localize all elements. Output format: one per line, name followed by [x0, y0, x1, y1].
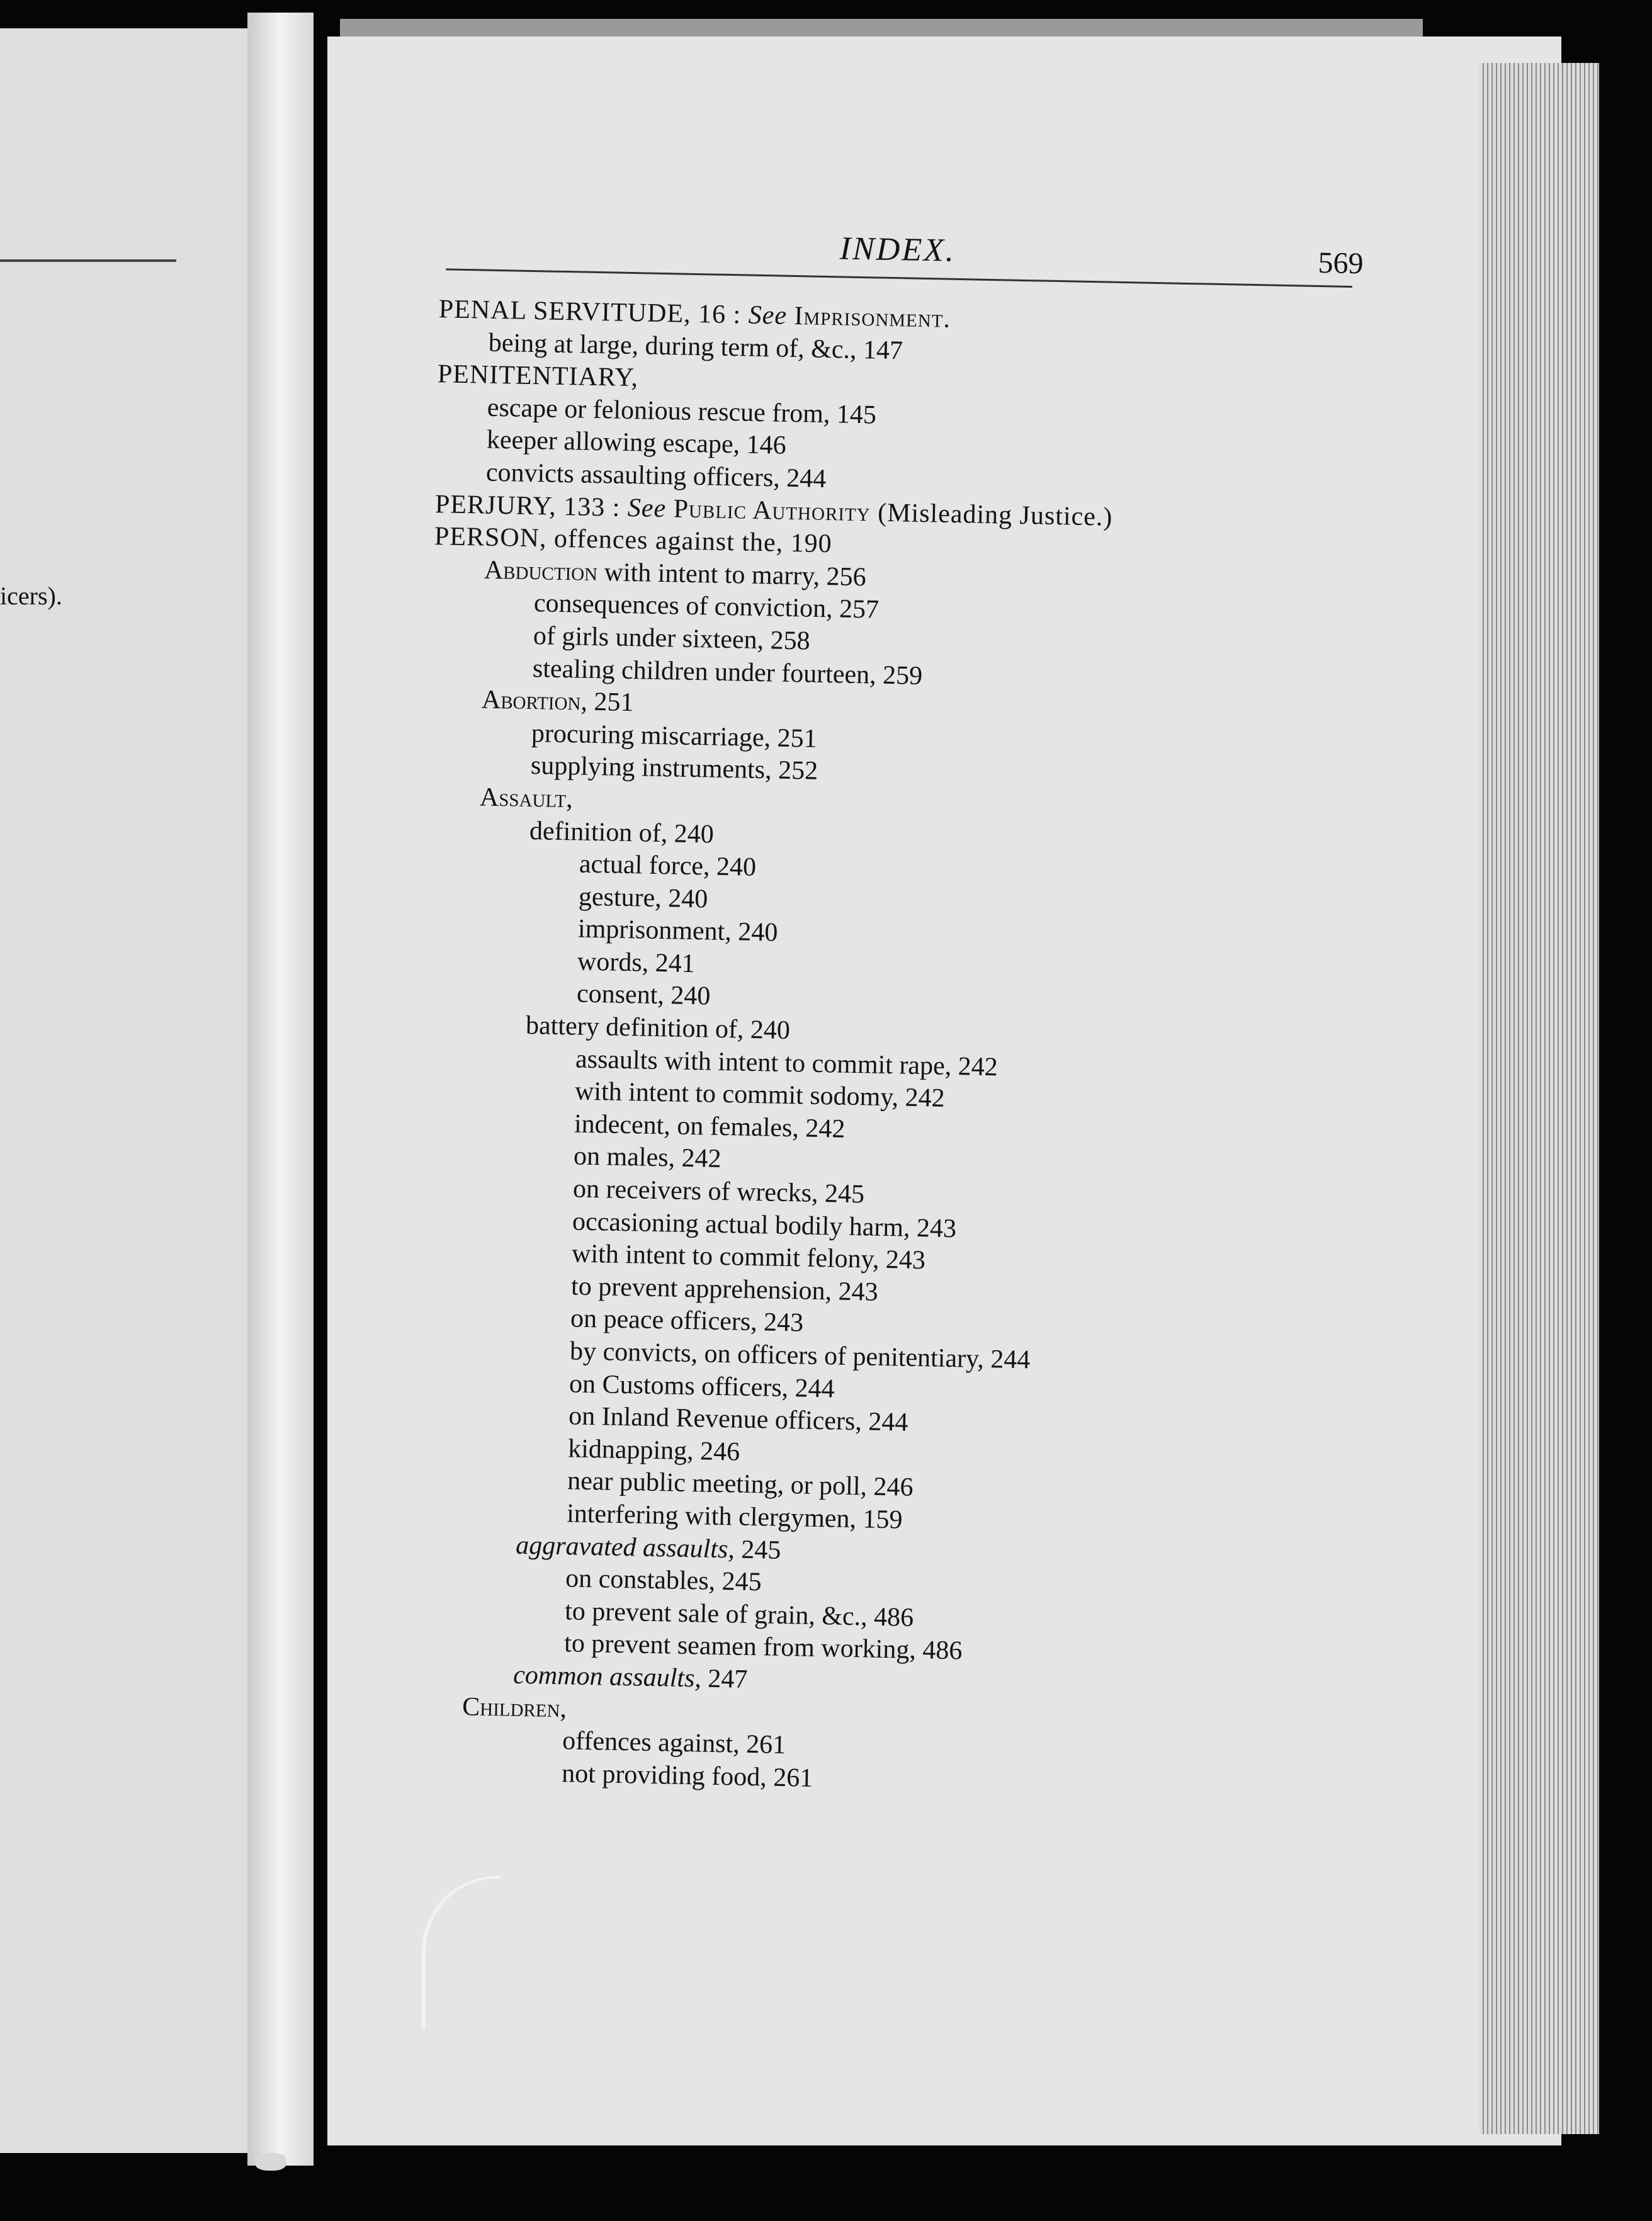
index-entry-text: convicts assaulting officers, 244	[485, 458, 827, 494]
index-entry-text: on peace officers, 243	[570, 1304, 804, 1338]
index-entry-text: by convicts, on officers of penitentiary, 244	[569, 1337, 1031, 1375]
index-page-body	[368, 208, 1473, 2054]
index-entry-text: gesture, 240	[578, 882, 708, 914]
scan-speck	[255, 2153, 286, 2171]
index-entry-text: with intent to marry, 256	[597, 557, 867, 592]
index-entry-text: words, 241	[577, 947, 696, 978]
index-entry-text: 251	[587, 687, 634, 718]
page-fore-edge	[1479, 63, 1599, 2134]
index-entry-text: offences against, 261	[562, 1726, 786, 1760]
index-entry-text: with intent to commit felony, 243	[571, 1239, 926, 1275]
index-entry-text: interfering with clergymen, 159	[566, 1499, 903, 1535]
index-entry-text: common assaults,	[512, 1660, 702, 1693]
left-page-edge	[247, 13, 314, 2166]
index-entries	[410, 293, 1459, 1807]
index-entry-text: near public meeting, or poll, 246	[567, 1466, 914, 1503]
index-entry-text: to prevent apprehension, 243	[570, 1272, 879, 1307]
index-entry-text: not providing food, 261	[561, 1759, 813, 1793]
index-entry-text: imprisonment, 240	[577, 914, 778, 947]
index-entry-text: PENITENTIARY,	[437, 359, 639, 393]
index-entry-text: on males, 242	[573, 1141, 721, 1174]
index-entry-text: aggravated assaults,	[515, 1530, 735, 1564]
index-entry-text: assaults with intent to commit rape, 242	[575, 1044, 999, 1082]
index-entry-text: PERSON, offences against the, 190	[434, 522, 833, 559]
index-entry-text: Public Authority	[673, 494, 871, 527]
index-entry-text: Imprisonment.	[794, 301, 951, 334]
index-entry-text: keeper allowing escape, 146	[486, 425, 787, 461]
header-rule	[446, 268, 1352, 288]
index-entry-text: to prevent seamen from working, 486	[563, 1629, 963, 1666]
page-number: 569	[1318, 246, 1364, 281]
index-entry-text: PENAL SERVITUDE, 16 :	[438, 295, 749, 330]
index-entry-text: definition of, 240	[529, 816, 715, 849]
index-entry-text: to prevent sale of grain, &c., 486	[564, 1597, 914, 1632]
left-page-rule	[0, 259, 176, 262]
index-entry-text	[787, 302, 795, 331]
index-entry-text: being at large, during term of, &c., 147	[488, 328, 903, 365]
running-head: INDEX.	[839, 230, 956, 269]
index-entry-text: 247	[701, 1664, 748, 1694]
left-page-text-fragment: icers).	[0, 582, 62, 610]
index-entry-text: escape or felonious rescue from, 145	[487, 393, 877, 430]
index-entry-text: consent, 240	[576, 980, 711, 1012]
index-entry-text: 245	[734, 1535, 781, 1565]
index-entry-text	[666, 494, 674, 523]
index-entry-text: (Misleading Justice.)	[870, 497, 1113, 532]
index-entry-text: occasioning actual bodily harm, 243	[572, 1207, 957, 1243]
index-entry-text: indecent, on females, 242	[574, 1109, 846, 1144]
index-entry-text: on receivers of wrecks, 245	[572, 1174, 865, 1209]
index-entry-text: Abortion,	[481, 685, 588, 716]
index-entry-text: of girls under sixteen, 258	[533, 621, 811, 656]
index-entry-text: kidnapping, 246	[567, 1434, 740, 1467]
index-entry-text: Assault,	[479, 783, 574, 814]
index-entry-text: supplying instruments, 252	[530, 751, 818, 786]
index-entry-text: battery definition of, 240	[525, 1011, 791, 1046]
index-entry-text: procuring miscarriage, 251	[531, 718, 818, 754]
index-entry-text: with intent to commit sodomy, 242	[574, 1077, 946, 1114]
index-entry-text: Children,	[461, 1692, 567, 1723]
index-entry-text: consequences of conviction, 257	[533, 589, 880, 624]
index-entry-text: on Customs officers, 244	[569, 1369, 835, 1404]
index-entry-text: on constables, 245	[565, 1564, 762, 1597]
index-entry-text: stealing children under fourteen, 259	[532, 653, 923, 691]
index-entry-text: on Inland Revenue officers, 244	[568, 1401, 908, 1437]
index-entry-text: See	[748, 300, 788, 331]
index-entry-text: PERJURY, 133 :	[434, 489, 628, 523]
index-entry-text: Abduction	[484, 555, 598, 587]
index-entry-text: actual force, 240	[579, 849, 757, 883]
index-entry-text: See	[627, 493, 667, 523]
